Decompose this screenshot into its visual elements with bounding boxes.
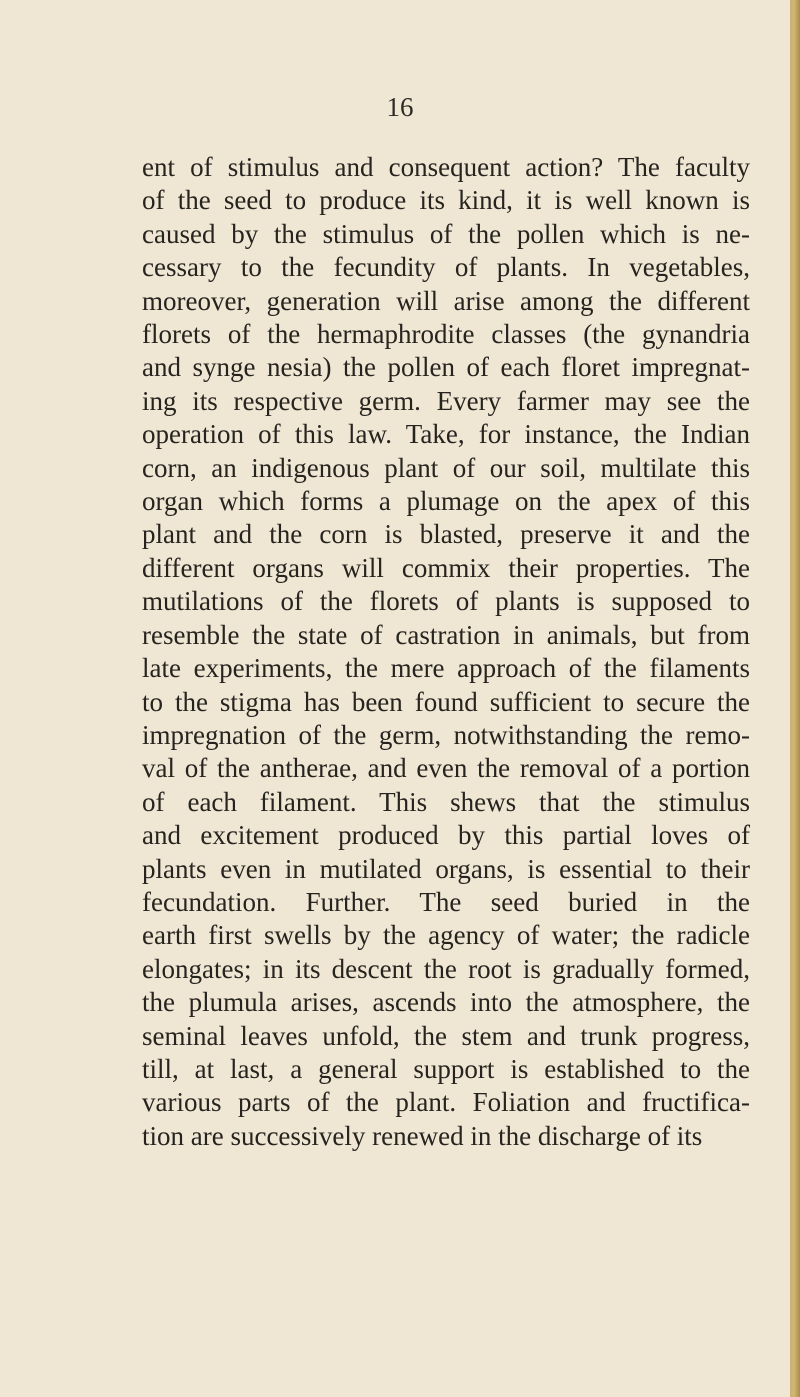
text-line: and excitement produced by this partial loves of	[142, 820, 750, 851]
text-line: of the seed to produce its kind, it is well known is	[142, 185, 750, 216]
text-line: organ which forms a plumage on the apex of this	[142, 486, 750, 517]
text-line: cessary to the fecundity of plants. In vegetables,	[142, 252, 750, 283]
text-line: tion are successively renewed in the discharge of its	[142, 1120, 703, 1151]
text-line: florets of the hermaphrodite classes (the gynandria	[142, 319, 750, 350]
text-line: plant and the corn is blasted, preserve it and the	[142, 519, 750, 550]
text-line: plants even in mutilated organs, is essential to their	[142, 853, 750, 884]
text-line: moreover, generation will arise among the different	[142, 285, 750, 316]
text-line: earth first swells by the agency of water; the radicle	[142, 920, 750, 951]
text-line: fecundation. Further. The seed buried in the	[142, 886, 750, 917]
text-line: various parts of the plant. Foliation and fructifica-	[142, 1087, 750, 1118]
text-line: operation of this law. Take, for instance, the Indian	[142, 419, 750, 450]
text-line: ent of stimulus and consequent action? The faculty	[142, 152, 750, 182]
text-line: till, at last, a general support is established to the	[142, 1053, 750, 1084]
text-line: different organs will commix their properties. The	[142, 552, 750, 583]
text-line: late experiments, the mere approach of the filaments	[142, 653, 750, 684]
page-number: 16	[386, 92, 414, 122]
page-edge-shadow	[790, 0, 800, 1397]
text-line: of each filament. This shews that the stimulus	[142, 786, 750, 817]
text-line: val of the antherae, and even the removal of a portion	[142, 753, 750, 784]
text-line: mutilations of the florets of plants is supposed to	[142, 586, 750, 617]
text-line: corn, an indigenous plant of our soil, multilate this	[142, 452, 750, 483]
text-line: and synge nesia) the pollen of each floret impregnat-	[142, 352, 750, 383]
text-line: resemble the state of castration in animals, but from	[142, 619, 750, 650]
text-line: caused by the stimulus of the pollen which is ne-	[142, 218, 750, 249]
text-line: ing its respective germ. Every farmer may see the	[142, 385, 750, 416]
text-line: elongates; in its descent the root is gradually formed,	[142, 953, 750, 984]
text-line: seminal leaves unfold, the stem and trunk progress,	[142, 1020, 750, 1051]
text-line: to the stigma has been found sufficient to secure the	[142, 686, 750, 717]
text-line: the plumula arises, ascends into the atmosphere, the	[142, 987, 750, 1018]
text-line: impregnation of the germ, notwithstanding the remo-	[142, 719, 750, 750]
body-paragraph	[142, 151, 750, 1153]
